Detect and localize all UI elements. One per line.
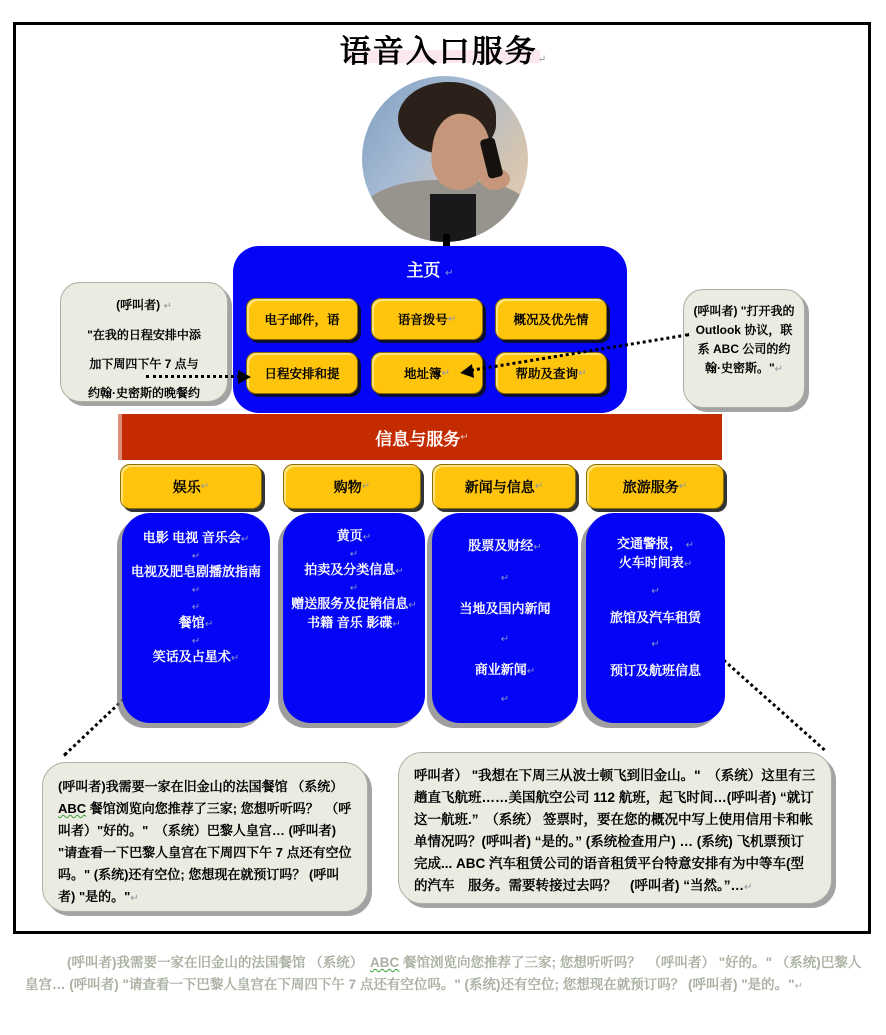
return-mark: ↵ <box>349 549 359 560</box>
return-mark: ↵ <box>191 602 201 613</box>
button-label: 帮助及查询 <box>515 367 579 381</box>
return-mark: ↵ <box>526 666 536 677</box>
return-mark: ↵ <box>533 542 542 553</box>
arrowhead-to-schedule-button <box>238 370 258 384</box>
blank-line <box>350 546 358 561</box>
button-label: 购物 <box>333 478 362 495</box>
return-mark: ↵ <box>447 313 457 325</box>
button-label: 娱乐 <box>172 478 201 495</box>
callout-line: 加下周四下午 7 点与 <box>89 357 199 371</box>
return-mark: ↵ <box>191 551 201 562</box>
page-title-text: 语音入口服务 <box>339 34 538 70</box>
menu-box-shopping <box>283 513 425 723</box>
menu-item-gift-promotions[interactable]: 赠送服务及促销信息↵ <box>291 596 417 611</box>
callout-schedule-request <box>60 282 228 402</box>
menu-item-local-national-news[interactable]: 当地及国内新闻 <box>459 601 551 616</box>
return-mark: ↵ <box>395 566 404 577</box>
menu-box-travel <box>586 513 725 723</box>
blank-line <box>350 580 358 595</box>
menu-item-reservations-flight-info[interactable]: 预订及航班信息 <box>609 663 701 678</box>
dialog-text: 呼叫者） "我想在下周三从波士顿飞到旧金山。" （系统）这里有三趟直飞航班……美国航空公司 112 航班，起飞时间…(呼叫者) “就订这一航班.” （系统） 签票时，要在您的概况中写上使用信用卡和帐单情况吗？(呼叫者) “是的。” (系统检查用户) … (系统) 飞机票预订完成... ABC 汽车租赁公司的语音租赁平台特意安排有为中等车(型的汽车 服务。需要转接过去吗？ (呼叫者) “当然。”… <box>414 768 816 893</box>
menu-item-traffic-alerts[interactable]: 交通警报， ↵ <box>616 536 695 551</box>
caller-photo <box>362 76 528 242</box>
return-mark: ↵ <box>500 634 510 645</box>
menu-item-movies-tv-concerts[interactable]: 电影 电视 音乐会↵ <box>142 530 250 545</box>
return-mark: ↵ <box>678 481 688 492</box>
return-mark: ↵ <box>163 301 172 312</box>
callout-outlook-request <box>683 289 805 408</box>
button-label: 地址簿 <box>404 367 442 381</box>
menu-item-auctions-classifieds[interactable]: 拍卖及分类信息↵ <box>304 562 404 577</box>
return-mark: ↵ <box>683 559 693 570</box>
dialog-text: (呼叫者)我需要一家在旧金山的法国餐馆 （系统） <box>58 779 350 794</box>
return-mark: ↵ <box>204 619 214 630</box>
return-mark: ↵ <box>441 367 450 379</box>
menu-box-news <box>432 513 578 723</box>
callout-line: "在我的日程安排中添 <box>87 328 201 342</box>
return-mark: ↵ <box>191 636 201 647</box>
callout-text: (呼叫者) "打开我的 Outlook 协议，联系 ABC 公司的约翰·史密斯。" <box>693 304 795 375</box>
return-mark: ↵ <box>537 54 547 65</box>
return-mark: ↵ <box>744 882 753 893</box>
menu-item-hotel-car-rental[interactable]: 旅馆及汽车租赁 <box>609 610 701 625</box>
home-button-email[interactable] <box>246 298 358 340</box>
home-button-schedule[interactable] <box>246 352 358 394</box>
return-mark: ↵ <box>651 586 660 597</box>
return-mark: ↵ <box>230 653 240 664</box>
return-mark: ↵ <box>349 583 359 594</box>
return-mark: ↵ <box>191 585 201 596</box>
return-mark: ↵ <box>794 981 803 992</box>
menu-item-restaurants[interactable]: 餐馆↵ <box>178 615 214 630</box>
return-mark: ↵ <box>130 893 139 904</box>
home-button-voice-dial[interactable] <box>371 298 483 340</box>
button-label: 语音拨号 <box>397 313 448 327</box>
blank-line <box>651 626 659 662</box>
category-button-entertainment[interactable] <box>120 464 262 509</box>
callout-line: (呼叫者) ↵ <box>116 298 172 312</box>
footer-text: (呼叫者)我需要一家在旧金山的法国餐馆 （系统） <box>67 955 370 970</box>
return-mark: ↵ <box>500 694 510 705</box>
return-mark: ↵ <box>534 481 544 492</box>
menu-item-yellow-pages[interactable]: 黄页↵ <box>336 528 372 543</box>
return-mark: ↵ <box>500 573 510 584</box>
button-label: 旅游服务 <box>622 478 679 495</box>
callout-line: 约翰·史密斯的晚餐约 <box>88 386 200 400</box>
home-title-text: 主页 <box>406 261 441 280</box>
blank-line <box>651 573 659 609</box>
menu-item-train-timetable[interactable]: 火车时间表↵ <box>618 555 693 570</box>
return-mark: ↵ <box>408 600 417 611</box>
dialog-text: 餐馆浏览向您推荐了三家; 您想听听吗？ （呼叫者）"好的。" （系统）巴黎人皇宫… (呼叫者) "请查看一下巴黎人皇宫在下周四下午 7 点还有空位吗。" (系统)还有空位; 您想现在就预订吗？ (呼叫者) "是的。" <box>58 801 352 904</box>
return-mark: ↵ <box>774 364 784 375</box>
button-label: 概况及优先情 <box>513 313 589 327</box>
home-button-profile[interactable] <box>495 298 607 340</box>
page-title <box>0 26 886 71</box>
return-mark: ↵ <box>361 481 371 492</box>
footer-transcript-paragraph <box>25 952 863 998</box>
blank-line <box>192 633 200 648</box>
services-bar-title: 信息与服务 <box>375 429 461 449</box>
footer-text: 餐馆浏览向您推荐了三家; 您想听听吗？ （呼叫者） "好的。" （系统)巴黎人皇宫… (呼叫者) "请查看一下巴黎人皇宫在下周四下午 7 点还有空位吗。" (系统)还有空位; 您想现在就预订吗？ (呼叫者) "是的。" <box>25 955 862 992</box>
menu-item-stocks-finance[interactable]: 股票及财经↵ <box>468 538 542 553</box>
return-mark: ↵ <box>445 268 454 279</box>
photo-shirt-shape <box>430 194 476 242</box>
return-mark: ↵ <box>392 619 401 630</box>
menu-item-tv-soap-guide[interactable]: 电视及肥皂剧播放指南↵ <box>130 564 261 596</box>
category-button-shopping[interactable] <box>283 464 421 509</box>
menu-item-business-news[interactable]: 商业新闻↵ <box>474 662 536 677</box>
return-mark: ↵ <box>685 540 695 551</box>
category-button-news[interactable] <box>432 464 576 509</box>
button-label: 日程安排和提 <box>264 367 340 381</box>
category-button-travel[interactable] <box>586 464 724 509</box>
dialog-bubble-flight <box>398 752 832 904</box>
blank-line <box>192 548 200 563</box>
blank-line <box>501 617 509 661</box>
home-menu-box <box>233 246 627 413</box>
spellcheck-underlined-word: ABC <box>58 801 87 816</box>
dialog-bubble-restaurant <box>42 762 368 912</box>
menu-box-entertainment <box>122 513 270 723</box>
blank-line <box>501 680 509 718</box>
return-mark: ↵ <box>240 534 250 545</box>
dotted-arrow-line-left <box>146 375 240 378</box>
return-mark: ↵ <box>362 532 372 543</box>
menu-item-jokes-astrology[interactable]: 笑话及占星术↵ <box>152 649 240 664</box>
services-bar <box>118 414 722 460</box>
return-mark: ↵ <box>460 431 469 443</box>
blank-line <box>192 599 200 614</box>
button-label: 新闻与信息 <box>464 478 535 495</box>
blank-line <box>501 556 509 600</box>
spellcheck-underlined-word: ABC <box>370 955 400 970</box>
return-mark: ↵ <box>578 367 587 379</box>
return-mark: ↵ <box>200 481 210 492</box>
home-title <box>233 256 627 281</box>
return-mark: ↵ <box>651 639 660 650</box>
button-label: 电子邮件，语 <box>264 313 340 327</box>
menu-item-books-music-dvd[interactable]: 书籍 音乐 影碟↵ <box>307 615 401 630</box>
